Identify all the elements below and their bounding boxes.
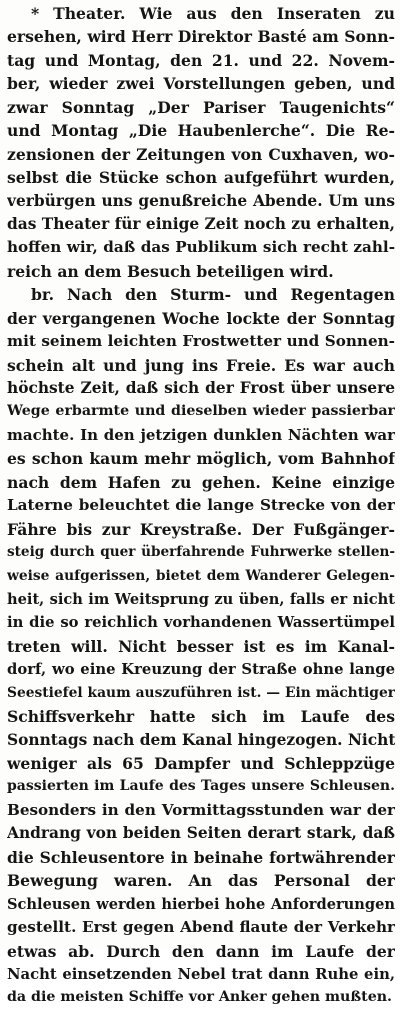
text-line: gestellt. Erst gegen Abend flaute der Verkehr [7,918,395,937]
text-line: selbst die Stücke schon aufgeführt wurden, [7,168,395,188]
text-line: Schleusen werden hierbei hohe Anforderungen [7,895,395,913]
text-line: nach dem Hafen zu gehen. Keine einzige [7,472,395,492]
text-line: Fähre bis zur Kreystraße. Der Fußgänger- [7,519,395,539]
text-line: der vergangenen Woche lockte der Sonntag [7,308,395,328]
text-line: weise aufgerissen, bietet dem Wanderer Gelegen- [7,567,395,584]
text-line: in die so reichlich vorhandenen Wassertümpel [7,614,395,632]
text-line: heit, sich im Weitsprung zu üben, falls er nicht [7,590,395,608]
text-line: zensionen der Zeitungen von Cuxhaven, wo- [7,144,395,164]
text-line: und Montag „Die Haubenlerche“. Die Re- [7,121,395,141]
text-line: Sonntags nach dem Kanal hingezogen. Nicht [7,730,395,749]
text-line: dorf, wo eine Kreuzung der Straße ohne lange [7,661,395,679]
text-line: Laterne beleuchtet die lange Strecke von der [7,496,395,515]
text-line: tag und Montag, den 21. und 22. Novem- [7,50,395,70]
text-line: Nacht einsetzenden Nebel trat dann Ruhe ein, [7,965,395,983]
text-line: Wege erbarmte und dieselben wieder passierbar [7,403,395,420]
text-line: Schiffsverkehr hatte sich im Laufe des [7,707,395,727]
text-line: treten will. Nicht besser ist es im Kanal- [7,636,395,656]
text-line: höchste Zeit, daß sich der Frost über unsere [7,379,395,397]
text-line: steig durch quer überfahrende Fuhrwerke stellen- [7,544,395,561]
text-line: machte. In den jetzigen dunklen Nächten war [7,425,395,444]
text-line: da die meisten Schiffe vor Anker gehen mußten. [7,989,392,1006]
text-line: es schon kaum mehr möglich, vom Bahnhof [7,449,395,469]
text-line: passierten im Laufe des Tages unsere Schleusen. [7,778,395,795]
text-line: * Theater. Wie aus den Inseraten zu [31,4,395,23]
text-line: hoffen wir, daß das Publikum sich recht zahl- [7,238,395,257]
paragraph-weather [7,283,395,1010]
text-line: br. Nach den Sturm- und Regentagen [31,285,395,305]
text-line: die Schleusentore in beinahe fortwährender [7,847,395,867]
text-line: reich an dem Besuch beteiligen wird. [7,261,334,281]
text-line: schein alt und jung ins Freie. Es war auch [7,355,395,375]
text-line: Bewegung waren. An das Personal der [7,871,395,891]
article-column [7,2,395,1010]
text-line: verbürgen uns genußreiche Abende. Um uns [7,191,395,210]
paragraph-theater [7,2,395,283]
text-line: ersehen, wird Herr Direktor Basté am Sonn- [7,27,395,47]
text-line: Andrang von beiden Seiten derart stark, daß [7,824,395,843]
text-line: etwas ab. Durch den dann im Laufe der [7,941,395,961]
text-line: zwar Sonntag „Der Pariser Taugenichts“ [7,97,395,117]
text-line: mit seinem leichten Frostwetter und Sonnen- [7,332,395,351]
text-line: weniger als 65 Dampfer und Schleppzüge [7,754,395,773]
text-line: Seestiefel kaum auszuführen ist. — Ein mächtiger [7,684,395,701]
text-line: das Theater für einige Zeit noch zu erhalten, [7,214,395,233]
text-line: ber, wieder zwei Vorstellungen geben, und [7,74,395,94]
text-line: Besonders in den Vormittagsstunden war der [7,800,395,819]
